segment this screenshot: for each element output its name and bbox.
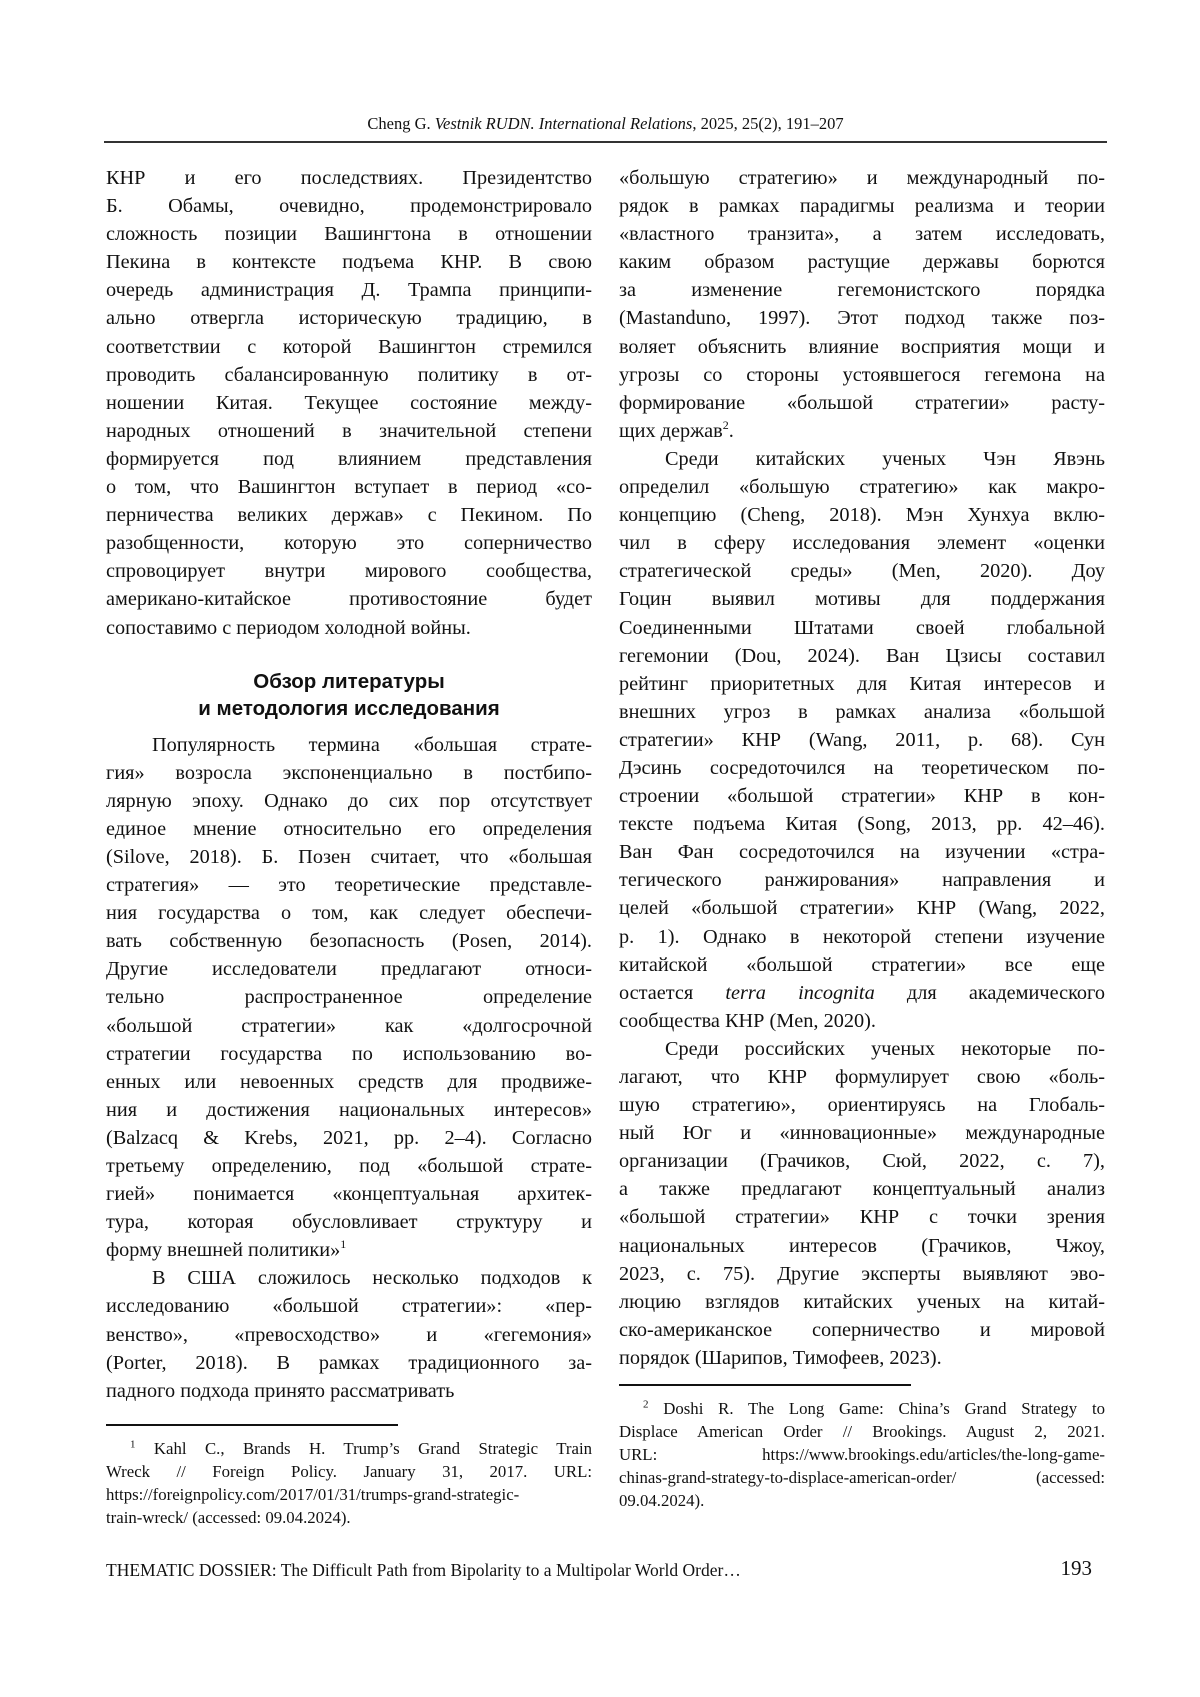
text-line: Среди российских ученых некоторые по- <box>619 1035 1105 1063</box>
text-line: народных отношений в значительной степени <box>106 417 592 445</box>
header-author: Cheng G. <box>367 114 434 133</box>
text-line: воляет объяснить влияние восприятия мощи и <box>619 333 1105 361</box>
text-line: стратегия» — это теоретические представле- <box>106 871 592 899</box>
text-line: Другие исследователи предлагают относи- <box>106 955 592 983</box>
heading-line: Обзор литературы <box>106 668 592 695</box>
text-line: строении «большой стратегии» КНР в кон- <box>619 782 1105 810</box>
footnote-line: 09.04.2024). <box>619 1489 1105 1512</box>
text-line: падного подхода принято рассматривать <box>106 1377 592 1405</box>
left-column <box>106 164 592 1405</box>
text-line <box>106 1236 592 1264</box>
paragraph <box>619 445 1105 1035</box>
text-line: «большой стратегии» КНР с точки зрения <box>619 1203 1105 1231</box>
text-line: внешних угроз в рамках анализа «большой <box>619 698 1105 726</box>
text-line <box>619 979 1105 1007</box>
text-line: «большую стратегию» и международный по- <box>619 164 1105 192</box>
text-line: ско-американское соперничество и мировой <box>619 1316 1105 1344</box>
text-line: стратегии» КНР (Wang, 2011, p. 68). Сун <box>619 726 1105 754</box>
footnote-rule <box>106 1424 398 1426</box>
text-line: p. 1). Однако в некоторой степени изучение <box>619 923 1105 951</box>
text-line: разобщенности, которую это соперничество <box>106 529 592 557</box>
text-line: национальных интересов (Грачиков, Чжоу, <box>619 1232 1105 1260</box>
footnote-line: chinas-grand-strategy-to-displace-american-order/ (accessed: <box>619 1466 1105 1489</box>
text-line: венство», «превосходство» и «гегемония» <box>106 1321 592 1349</box>
text-line: енных или невоенных средств для продвиже- <box>106 1068 592 1096</box>
text-line: Гоцин выявил мотивы для поддержания <box>619 585 1105 613</box>
text-line: сопоставимо с периодом холодной войны. <box>106 614 592 642</box>
text-line: вать собственную безопасность (Posen, 2014). <box>106 927 592 955</box>
text-line: КНР и его последствиях. Президентство <box>106 164 592 192</box>
text-line: лагают, что КНР формулирует свою «боль- <box>619 1063 1105 1091</box>
text-line: формирование «большой стратегии» расту- <box>619 389 1105 417</box>
line-text: Kahl C., Brands H. Trump’s Grand Strategic Train <box>136 1439 593 1458</box>
text-line: единое мнение относительно его определения <box>106 815 592 843</box>
text-line: (Mastanduno, 1997). Этот подход также поз- <box>619 304 1105 332</box>
text-line: гия» возросла экспоненциально в постбипо- <box>106 759 592 787</box>
text-line: ный Юг и «инновационные» международные <box>619 1119 1105 1147</box>
text-line: определил «большую стратегию» как макро- <box>619 473 1105 501</box>
text-line: американо-китайское противостояние будет <box>106 585 592 613</box>
text-line: шую стратегию», ориентируясь на Глобаль- <box>619 1091 1105 1119</box>
section-heading <box>106 668 592 722</box>
paragraph <box>619 164 1105 445</box>
footnote-line: Wreck // Foreign Policy. January 31, 2017. URL: <box>106 1460 592 1483</box>
text-line: спровоцирует внутри мирового сообщества, <box>106 557 592 585</box>
text-line: очередь администрация Д. Трампа принципи- <box>106 276 592 304</box>
footnote-marker: 2 <box>643 1398 649 1410</box>
text-line: угрозы со стороны устоявшегося гегемона на <box>619 361 1105 389</box>
text-line: сообщества КНР (Men, 2020). <box>619 1007 1105 1035</box>
line-text: Doshi R. The Long Game: China’s Grand Strategy to <box>649 1399 1106 1418</box>
text-line: тура, которая обусловливает структуру и <box>106 1208 592 1236</box>
right-column <box>619 164 1105 1372</box>
paragraph <box>619 1035 1105 1372</box>
text-line: ния государства о том, как следует обеспечи- <box>106 899 592 927</box>
line-text: . <box>729 420 734 442</box>
text-line: Среди китайских ученых Чэн Явэнь <box>619 445 1105 473</box>
footnote-marker: 1 <box>130 1438 136 1450</box>
text-line: 2023, с. 75). Другие эксперты выявляют эво- <box>619 1260 1105 1288</box>
text-line: за изменение гегемонистского порядка <box>619 276 1105 304</box>
heading-line: и методология исследования <box>106 695 592 722</box>
text-line: порядок (Шарипов, Тимофеев, 2023). <box>619 1344 1105 1372</box>
text-line: «властного транзита», а затем исследовать, <box>619 220 1105 248</box>
text-line: Ван Фан сосредоточился на изучении «стра- <box>619 838 1105 866</box>
text-line: Популярность термина «большая страте- <box>106 731 592 759</box>
text-line: ния и достижения национальных интересов» <box>106 1096 592 1124</box>
text-line: Б. Обамы, очевидно, продемонстрировало <box>106 192 592 220</box>
line-text: остается <box>619 982 725 1004</box>
text-line: люцию взглядов китайских ученых на китай- <box>619 1288 1105 1316</box>
line-text: форму внешней политики» <box>106 1239 340 1261</box>
text-line: каким образом растущие державы борются <box>619 248 1105 276</box>
footnote-ref: 1 <box>340 1238 346 1252</box>
text-line: ношении Китая. Текущее состояние между- <box>106 389 592 417</box>
text-line: тексте подъема Китая (Song, 2013, pp. 42–46). <box>619 810 1105 838</box>
text-line: (Silove, 2018). Б. Позен считает, что «большая <box>106 843 592 871</box>
footnote-line: https://foreignpolicy.com/2017/01/31/trumps-grand-strategic- <box>106 1483 592 1506</box>
footnote-line <box>619 1397 1105 1420</box>
page-number: 193 <box>1061 1556 1093 1581</box>
text-line: перничества великих держав» с Пекином. По <box>106 501 592 529</box>
text-line: соответствии с которой Вашингтон стремился <box>106 333 592 361</box>
text-line: формируется под влиянием представления <box>106 445 592 473</box>
footnote-line <box>106 1437 592 1460</box>
footnote-ref: 2 <box>723 418 729 432</box>
text-line: рейтинг приоритетных для Китая интересов и <box>619 670 1105 698</box>
text-line: «большой стратегии» как «долгосрочной <box>106 1012 592 1040</box>
line-text: щих держав <box>619 420 723 442</box>
text-line: чил в сферу исследования элемент «оценки <box>619 529 1105 557</box>
text-line: Соединенными Штатами своей глобальной <box>619 614 1105 642</box>
header-rule <box>104 141 1107 143</box>
footnote-2 <box>619 1397 1105 1512</box>
text-line: рядок в рамках парадигмы реализма и теории <box>619 192 1105 220</box>
text-line: а также предлагают концептуальный анализ <box>619 1175 1105 1203</box>
footnote-line: Displace American Order // Brookings. August 2, 2021. <box>619 1420 1105 1443</box>
footnote-1 <box>106 1437 592 1529</box>
line-text: для академического <box>875 982 1105 1004</box>
header-journal: Vestnik RUDN. International Relations <box>435 114 693 133</box>
footnote-line: train-wreck/ (accessed: 09.04.2024). <box>106 1506 592 1529</box>
paragraph <box>106 731 592 1265</box>
footnote-rule <box>619 1384 911 1386</box>
text-line: тельно распространенное определение <box>106 983 592 1011</box>
paragraph <box>106 1264 592 1404</box>
text-line: стратегической среды» (Men, 2020). Доу <box>619 557 1105 585</box>
text-line: исследованию «большой стратегии»: «пер- <box>106 1292 592 1320</box>
text-line: тегического ранжирования» направления и <box>619 866 1105 894</box>
italic-term: terra incognita <box>725 982 874 1004</box>
running-footer: THEMATIC DOSSIER: The Difficult Path from Bipolarity to a Multipolar World Order… <box>106 1560 741 1581</box>
text-line: целей «большой стратегии» КНР (Wang, 2022, <box>619 894 1105 922</box>
text-line: Дэсинь сосредоточился на теоретическом по- <box>619 754 1105 782</box>
paragraph <box>106 164 592 642</box>
text-line: сложность позиции Вашингтона в отношении <box>106 220 592 248</box>
text-line: (Balzacq & Krebs, 2021, pp. 2–4). Согласно <box>106 1124 592 1152</box>
text-line: концепцию (Cheng, 2018). Мэн Хунхуа вклю- <box>619 501 1105 529</box>
text-line: ально отвергла историческую традицию, в <box>106 304 592 332</box>
text-line: Пекина в контексте подъема КНР. В свою <box>106 248 592 276</box>
text-line: китайской «большой стратегии» все еще <box>619 951 1105 979</box>
header-details: , 2025, 25(2), 191–207 <box>692 114 843 133</box>
text-line: организации (Грачиков, Сюй, 2022, с. 7), <box>619 1147 1105 1175</box>
footnote-line: URL: https://www.brookings.edu/articles/the-long-game- <box>619 1443 1105 1466</box>
text-line: третьему определению, под «большой страте- <box>106 1152 592 1180</box>
text-line: стратегии государства по использованию во- <box>106 1040 592 1068</box>
text-line: (Porter, 2018). В рамках традиционного за- <box>106 1349 592 1377</box>
text-line: о том, что Вашингтон вступает в период «со- <box>106 473 592 501</box>
text-line <box>619 417 1105 445</box>
text-line: гегемонии (Dou, 2024). Ван Цзисы составил <box>619 642 1105 670</box>
text-line: проводить сбалансированную политику в от- <box>106 361 592 389</box>
text-line: В США сложилось несколько подходов к <box>106 1264 592 1292</box>
running-header <box>104 114 1107 134</box>
text-line: гией» понимается «концептуальная архитек- <box>106 1180 592 1208</box>
text-line: лярную эпоху. Однако до сих пор отсутствует <box>106 787 592 815</box>
